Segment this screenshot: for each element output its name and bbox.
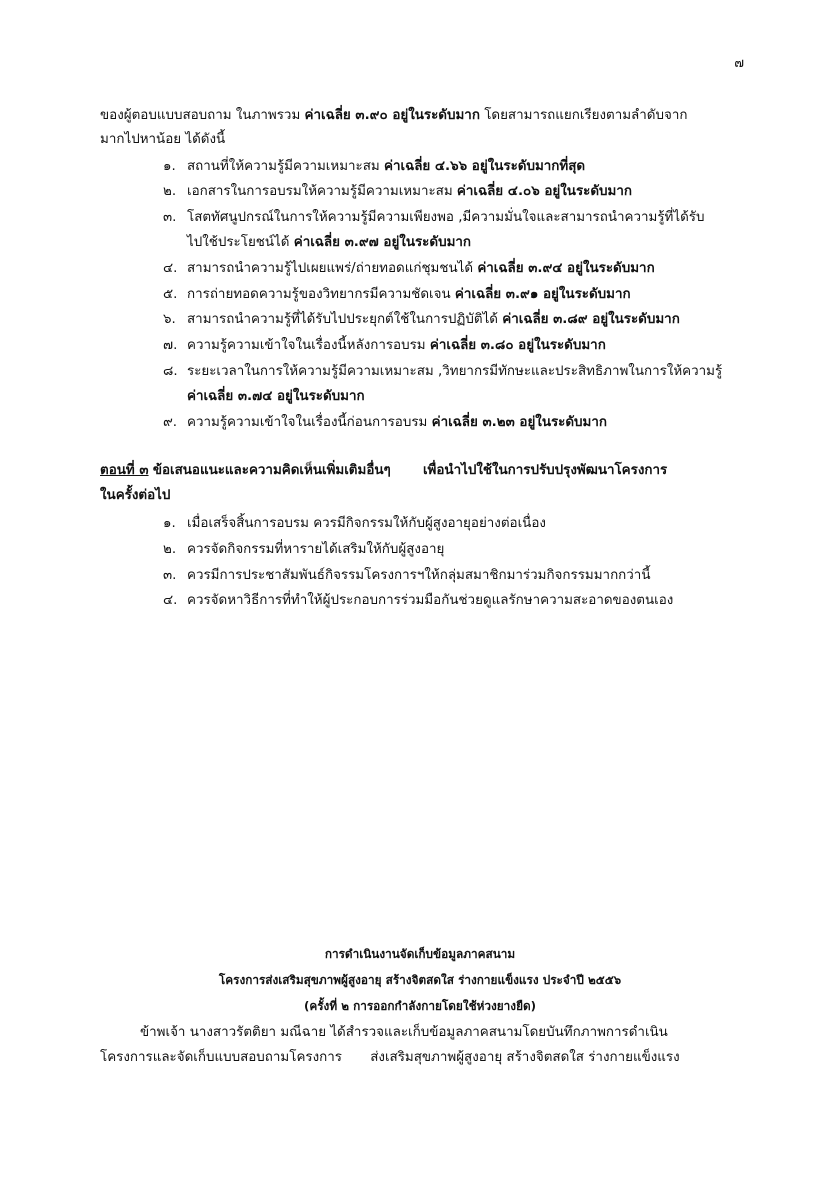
rating-text: ไปใช้ประโยชน์ได้ — [187, 235, 290, 250]
rating-text: สามารถนำความรู้ที่ได้รับไปประยุกต์ใช้ในการปฏิบัติได้ — [187, 312, 498, 327]
suggestion-number: ๓. — [163, 568, 177, 583]
rating-value: ค่าเฉลี่ย ๓.๒๓ อยู่ในระดับมาก — [431, 415, 608, 430]
rating-value: ค่าเฉลี่ย ๓.๙๔ อยู่ในระดับมาก — [477, 261, 655, 276]
rating-item: โสตทัศนูปกรณ์ในการให้ความรู้มีความเพียงพอ ,มีความมั่นใจและสามารถนำความรู้ที่ได้รับ — [187, 210, 705, 225]
rating-text: สามารถนำความรู้ไปเผยแพร่/ถ่ายทอดแก่ชุมชนได้ — [187, 261, 474, 276]
field-paragraph-text: ส่งเสริมสุขภาพผู้สูงอายุ สร้างจิตสดใส ร่างกายแข็งแรง — [370, 1050, 680, 1065]
rating-value: ค่าเฉลี่ย ๓.๙๗ อยู่ในระดับมาก — [293, 235, 472, 250]
rating-number: ๒. — [163, 184, 177, 199]
page-number: ๗ — [734, 56, 744, 71]
rating-number: ๘. — [163, 364, 178, 379]
rating-item — [187, 155, 585, 179]
rating-item — [187, 257, 655, 281]
suggestion-item: ควรจัดกิจกรรมที่หารายได้เสริมให้กับผู้สูงอายุ — [187, 542, 445, 557]
rating-value: ค่าเฉลี่ย ๓.๘๐ อยู่ในระดับมาก — [429, 338, 606, 353]
rating-item — [187, 308, 680, 332]
suggestion-item: เมื่อเสร็จสิ้นการอบรม ควรมีกิจกรรมให้กับผู้สูงอายุอย่างต่อเนื่อง — [187, 516, 546, 531]
suggestion-number: ๒. — [163, 542, 177, 557]
part3-label: ตอนที่ ๓ — [100, 463, 149, 478]
rating-number: ๑. — [163, 159, 176, 174]
suggestion-item: ควรจัดหาวิธีการที่ทำให้ผู้ประกอบการร่วมมือกันช่วยดูแลรักษาความสะอาดของตนเอง — [187, 593, 674, 608]
part3-heading-text: ในครั้งต่อไป — [100, 488, 171, 503]
field-title-1: การดำเนินงานจัดเก็บข้อมูลภาคสนาม — [324, 947, 516, 961]
rating-number: ๕. — [163, 287, 178, 302]
summary-average: ค่าเฉลี่ย ๓.๙๐ อยู่ในระดับมาก — [304, 108, 480, 123]
summary-line-1 — [100, 104, 687, 128]
rating-value: ค่าเฉลี่ย ๔.๖๖ อยู่ในระดับมากที่สุด — [384, 159, 586, 174]
rating-text: การถ่ายทอดความรู้ของวิทยากรมีความชัดเจน — [187, 287, 451, 302]
summary-line-2: มากไปหาน้อย ได้ดังนี้ — [100, 132, 226, 147]
field-title-2: โครงการส่งเสริมสุขภาพผู้สูงอายุ สร้างจิตสดใส ร่างกายแข็งแรง ประจำปี ๒๕๕๖ — [218, 973, 622, 987]
rating-item — [187, 334, 606, 358]
rating-number: ๗. — [163, 338, 178, 353]
rating-item — [187, 411, 607, 435]
suggestion-item: ควรมีการประชาสัมพันธ์กิจรรมโครงการฯให้กลุ่มสมาชิกมาร่วมกิจกรรมมากกว่านี้ — [187, 568, 651, 583]
rating-value: ค่าเฉลี่ย ๓.๗๔ อยู่ในระดับมาก — [187, 389, 365, 404]
rating-number: ๓. — [163, 210, 177, 225]
rating-number: ๖. — [163, 312, 176, 327]
suggestion-number: ๔. — [163, 593, 178, 608]
rating-text: เอกสารในการอบรมให้ความรู้มีความเหมาะสม — [187, 184, 453, 199]
part3-heading-line-2 — [100, 484, 170, 508]
field-paragraph-line-1: ข้าพเจ้า นางสาวรัตติยา มณีฉาย ได้สำรวจและเก็บข้อมูลภาคสนามโดยบันทึกภาพการดำเนิน — [140, 1025, 668, 1040]
suggestion-number: ๑. — [163, 516, 176, 531]
rating-item — [187, 180, 632, 204]
summary-text-end: โดยสามารถแยกเรียงตามลำดับจาก — [484, 108, 688, 123]
part3-heading — [100, 459, 667, 483]
rating-item-continuation — [187, 231, 471, 255]
rating-number: ๔. — [163, 261, 178, 276]
rating-text: สถานที่ให้ความรู้มีความเหมาะสม — [187, 159, 380, 174]
rating-number: ๙. — [163, 415, 178, 430]
rating-text: ความรู้ความเข้าใจในเรื่องนี้ก่อนการอบรม — [187, 415, 428, 430]
rating-value: ค่าเฉลี่ย ๓.๘๙ อยู่ในระดับมาก — [502, 312, 680, 327]
part3-heading-text: ข้อเสนอแนะและความคิดเห็นเพิ่มเติมอื่นๆ — [152, 463, 391, 478]
rating-value: ค่าเฉลี่ย ๓.๙๑ อยู่ในระดับมาก — [454, 287, 631, 302]
rating-item — [187, 283, 631, 307]
field-paragraph-text: โครงการและจัดเก็บแบบสอบถามโครงการ — [100, 1050, 342, 1065]
summary-text: ของผู้ตอบแบบสอบถาม ในภาพรวม — [100, 108, 301, 123]
rating-text: ความรู้ความเข้าใจในเรื่องนี้หลังการอบรม — [187, 338, 426, 353]
part3-heading-end: เพื่อนำไปใช้ในการปรับปรุงพัฒนาโครงการ — [422, 463, 668, 478]
field-title-3: (ครั้งที่ ๒ การออกกำลังกายโดยใช้ห่วงยางยืด) — [303, 999, 537, 1013]
rating-value: ค่าเฉลี่ย ๔.๐๖ อยู่ในระดับมาก — [456, 184, 632, 199]
rating-item: ระยะเวลาในการให้ความรู้มีความเหมาะสม ,วิทยากรมีทักษะและประสิทธิภาพในการให้ความรู้ — [187, 364, 723, 379]
rating-item-continuation — [187, 385, 365, 409]
field-paragraph-line-2 — [100, 1046, 680, 1070]
